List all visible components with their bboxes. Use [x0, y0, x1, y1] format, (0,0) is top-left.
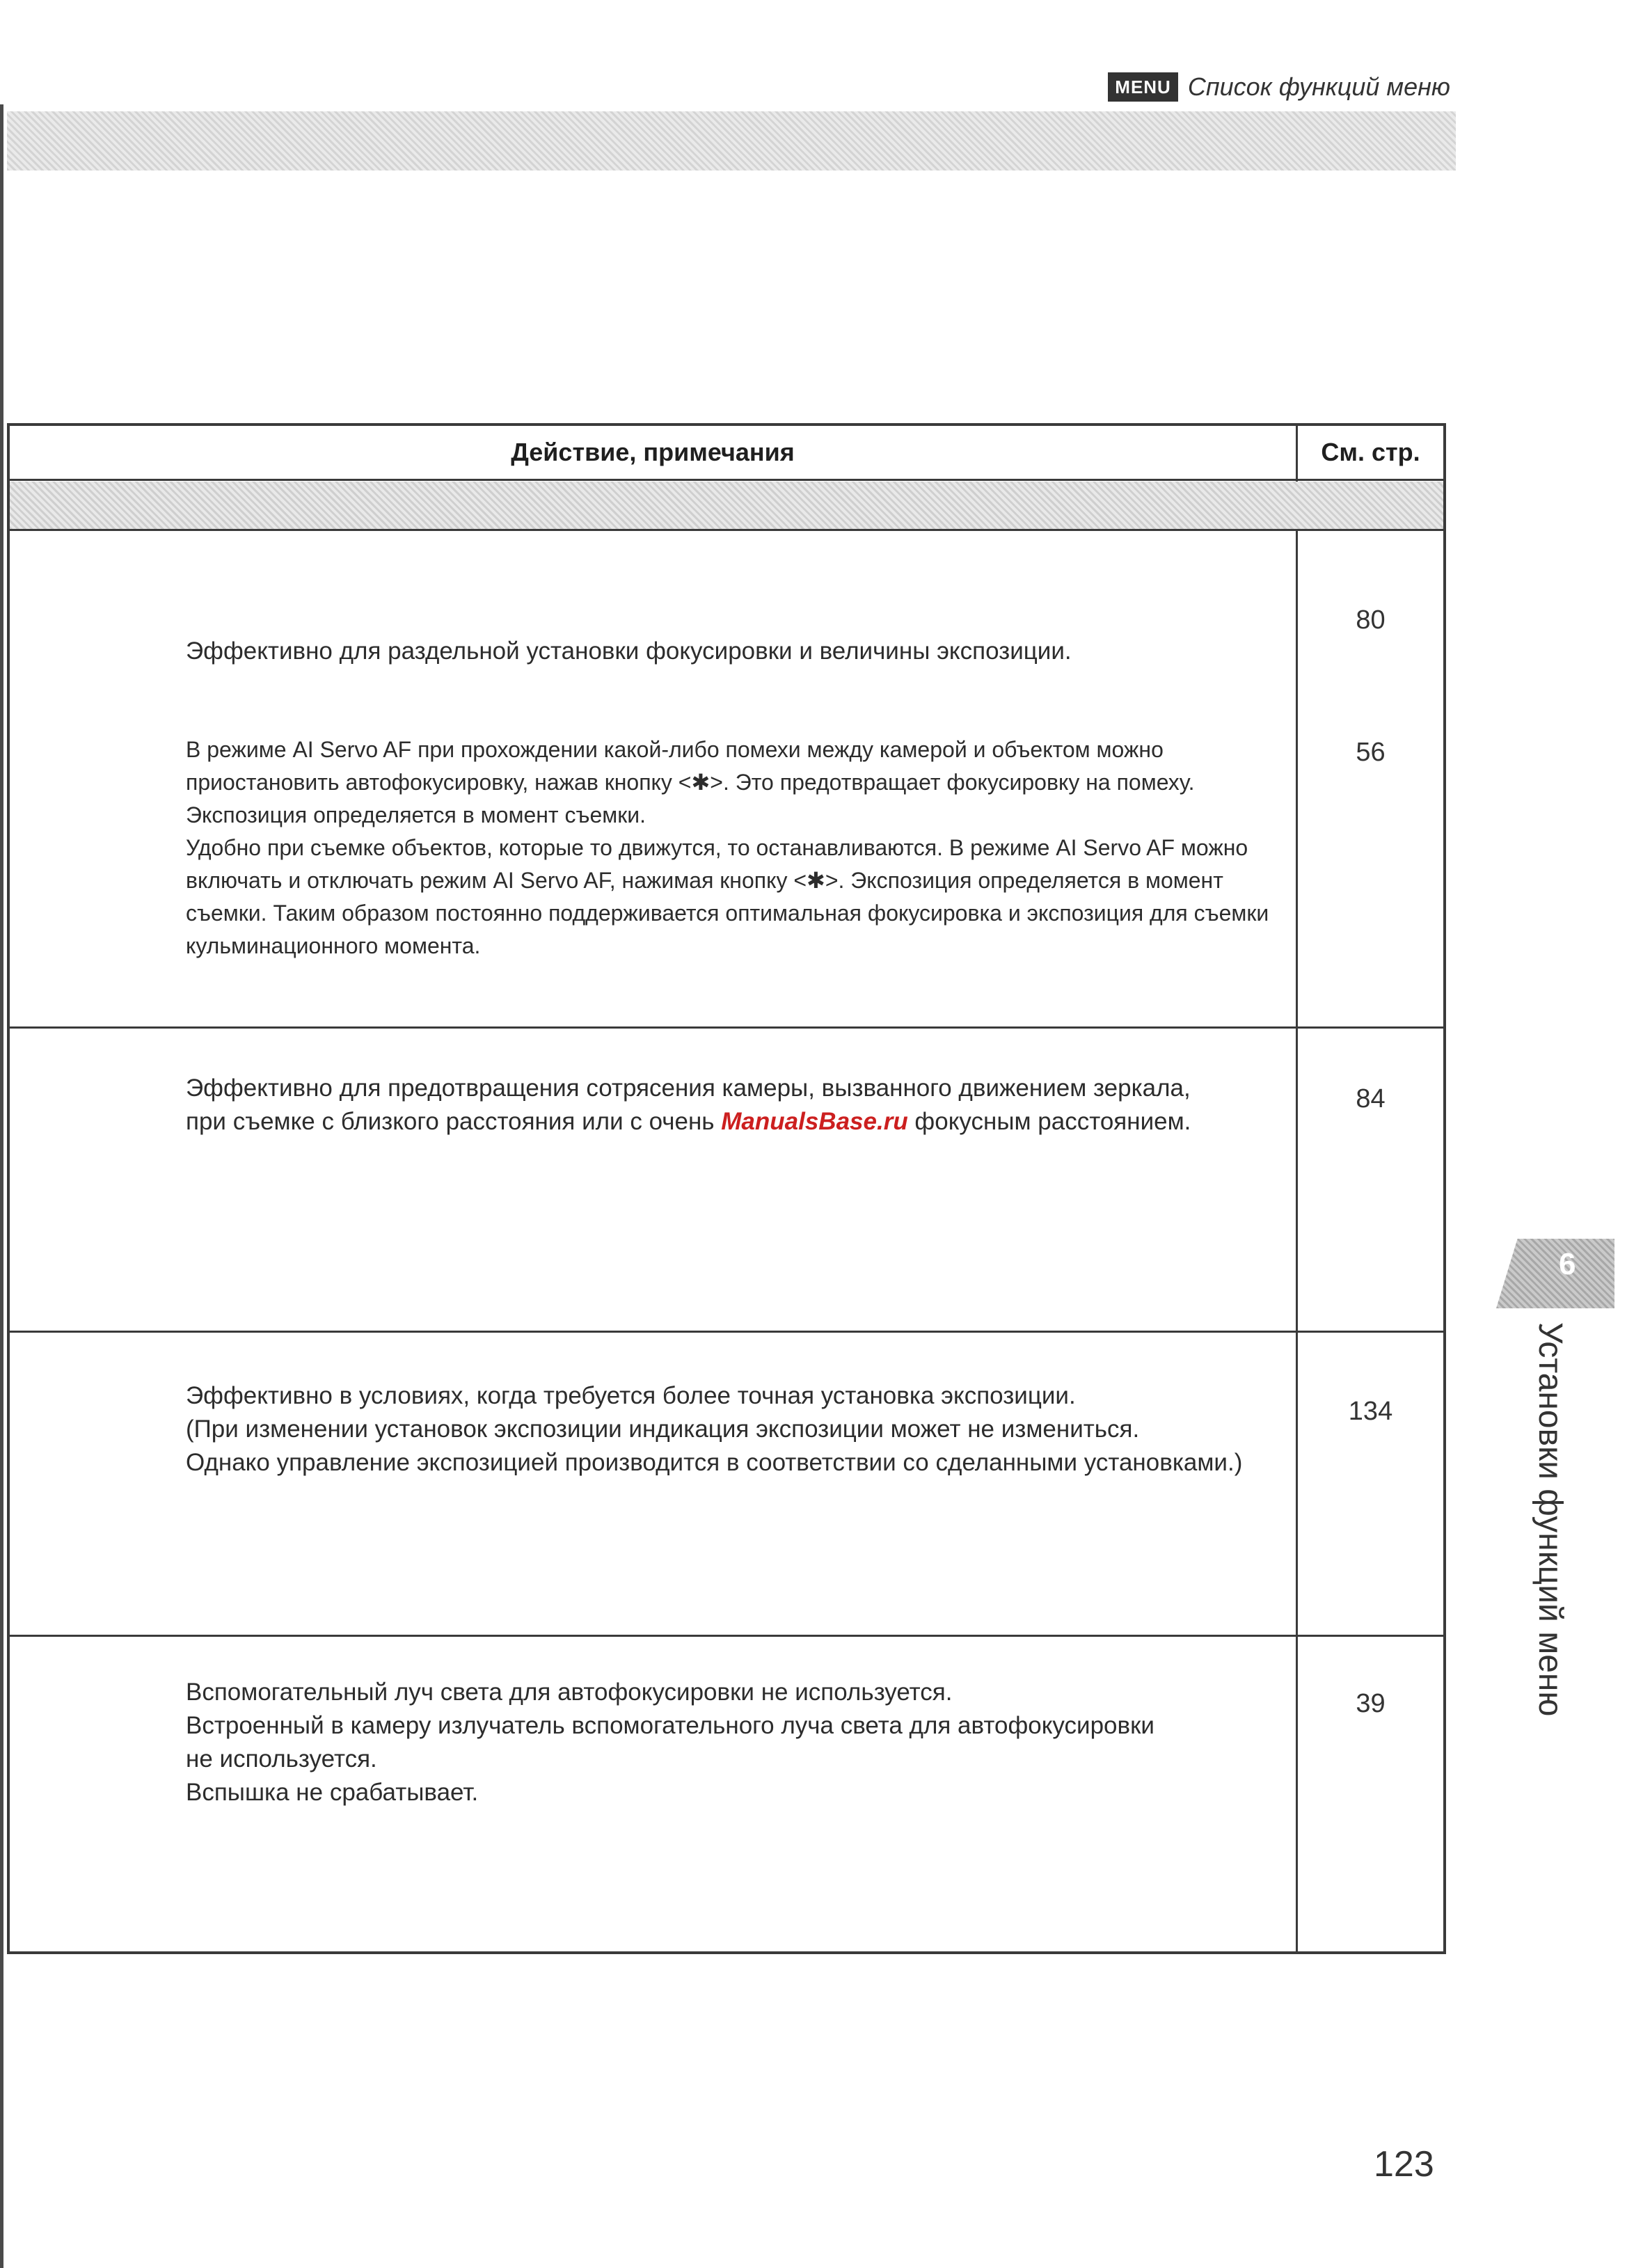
table-row-4-page: 39 [1356, 1689, 1386, 1718]
table-row-2-page: 84 [1356, 1084, 1386, 1113]
chapter-tab [1496, 1239, 1614, 1308]
row-divider [10, 1331, 1443, 1333]
band-divider [10, 529, 1443, 531]
table-row-1-page: 80 [1356, 605, 1386, 635]
table-row-1-text: Эффективно для раздельной установки фокусировки и величины экспозиции. [186, 637, 1072, 665]
column-header-page: См. стр. [1321, 438, 1420, 466]
functions-table [7, 423, 1446, 1954]
table-row-2-text: Эффективно для предотвращения сотрясения камеры, вызванного движением зеркала, при съемке с близкого расстояния или с очень ManualsBase.ru фокусным расстоянием. [186, 1074, 1191, 1135]
column-header-action: Действие, примечания [511, 438, 795, 466]
header-title: Список функций меню [1187, 72, 1450, 101]
table-row-1-notes: В режиме AI Servo AF при прохождении какой-либо помехи между камерой и объектом можно приостановить автофокусировку, нажав кнопку <✱>. Это предотвращает фокусировку на помеху. Экспозиция определяется в момент съемки. Удобно при съемке объектов, которые то движутся, то останавливаются. В режиме AI Servo AF можно включать и отключать режим AI Servo AF, нажимая кнопку <✱>. Экспозиция определяется в момент съемки. Таким образом постоянно поддерживается оптимальная фокусировка и экспозиция для съемки кульминационного момента. [186, 737, 1269, 958]
column-divider [1296, 426, 1298, 1951]
left-margin-rule [0, 104, 3, 2268]
chapter-number: 6 [1559, 1247, 1576, 1281]
header-divider [10, 479, 1443, 481]
table-shaded-band [10, 482, 1443, 529]
table-row-1-notes-page: 56 [1356, 738, 1386, 767]
table-row-4-text: Вспомогательный луч света для автофокусировки не используется. Встроенный в камеру излучатель вспомогательного луча света для автофокусировки не используется. Вспышка не срабатывает. [186, 1679, 1154, 1806]
page-number: 123 [1374, 2144, 1434, 2184]
page-header [1108, 72, 1450, 102]
table-row-3-page: 134 [1348, 1397, 1393, 1426]
chapter-title: Установки функций меню [1532, 1322, 1569, 1717]
row-divider [10, 1635, 1443, 1637]
row-divider [10, 1026, 1443, 1029]
watermark: ManualsBase.ru [721, 1108, 908, 1135]
menu-badge-icon: MENU [1108, 72, 1178, 102]
table-row-3-text: Эффективно в условиях, когда требуется более точная установка экспозиции. (При изменении установок экспозиции индикация экспозиции может не измениться. Однако управление экспозицией производится в соответствии со сделанными установками.) [186, 1382, 1243, 1476]
header-shaded-band [7, 111, 1456, 171]
